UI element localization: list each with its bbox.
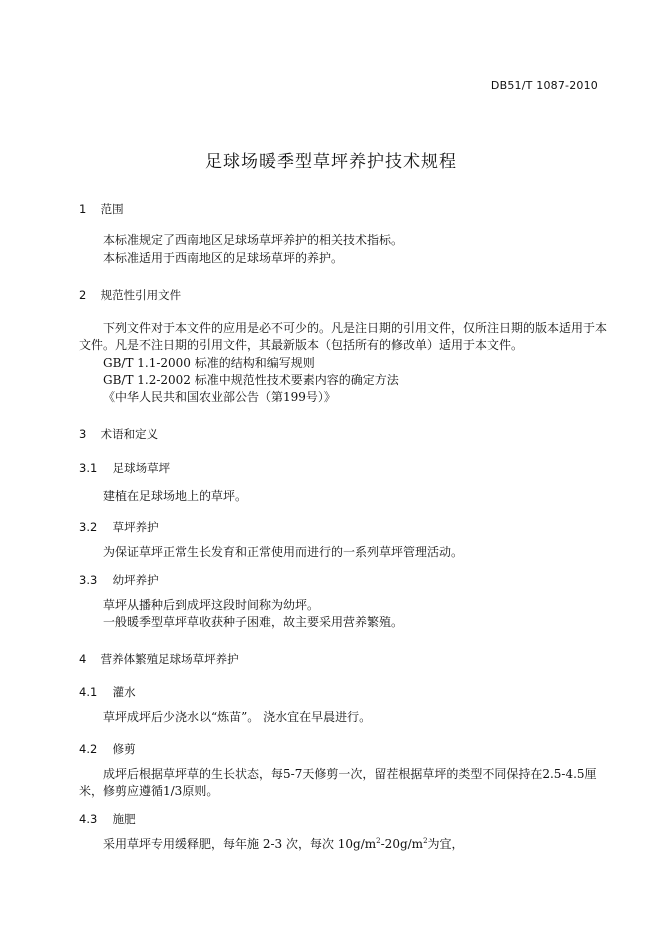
subsection-3-1-heading [79,460,170,476]
reference-item: GB/T 1.1-2000 标准的结构和编写规则 [103,356,315,370]
paragraph: 一般暖季型草坪草收获种子困难，故主要采用营养繁殖。 [103,615,404,629]
paragraph: 草坪从播种后到成坪这段时间称为幼坪。 [103,598,320,612]
subsection-3-2-heading [79,519,159,535]
subsection-4-1-heading [79,684,136,700]
section-title: 术语和定义 [100,427,159,441]
paragraph: 为保证草坪正常生长发育和正常使用而进行的一系列草坪管理活动。 [103,545,464,559]
section-number: 4 [79,652,87,666]
paragraph [103,836,464,853]
document-title: 足球场暖季型草坪养护技术规程 [205,152,457,172]
subsection-3-3-heading [79,572,159,588]
subsection-number: 3.3 [79,573,98,587]
paragraph: 下列文件对于本文件的应用是必不可少的。凡是注日期的引用文件，仅所注日期的版本适用于本文件。凡是不注日期的引用文件，其最新版本（包括所有的修改单）适用于本文件。 [79,321,608,352]
section-4-heading [79,651,239,667]
subsection-title: 足球场草坪 [112,461,171,475]
section-title: 规范性引用文件 [100,288,182,302]
text-run: 为宜， [427,837,464,851]
document-number: DB51/T 1087-2010 [490,79,598,92]
paragraph: 成坪后根据草坪草的生长状态，每5-7天修剪一次，留茬根据草坪的类型不同保持在2.5-4.5厘米，修剪应遵循1/3原则。 [79,767,597,798]
text-run: 采用草坪专用缓释肥，每年施 2-3 次，每次 10g/m [103,837,377,851]
reference-item: GB/T 1.2-2002 标准中规范性技术要素内容的确定方法 [103,373,399,387]
section-title: 范围 [100,202,124,216]
subsection-number: 4.2 [79,742,98,756]
paragraph: 建植在足球场地上的草坪。 [103,489,248,503]
subsection-title: 灌水 [112,685,136,699]
subsection-title: 施肥 [112,812,136,826]
section-2-heading [79,287,181,303]
section-number: 1 [79,202,87,216]
subsection-number: 3.2 [79,520,98,534]
subsection-title: 修剪 [112,742,136,756]
paragraph: 草坪成坪后少浇水以“炼苗”。 浇水宜在早晨进行。 [103,710,372,724]
section-number: 3 [79,427,87,441]
subsection-4-3-heading [79,811,136,827]
superscript: 2 [423,837,428,845]
section-3-heading [79,426,158,442]
subsection-number: 4.3 [79,812,98,826]
superscript: 2 [376,837,381,845]
section-number: 2 [79,288,87,302]
subsection-number: 4.1 [79,685,98,699]
text-run: -20g/m [380,837,424,851]
reference-item: 《中华人民共和国农业部公告（第199号）》 [103,390,336,404]
section-1-heading [79,201,124,217]
subsection-title: 草坪养护 [112,520,159,534]
subsection-4-2-heading [79,741,136,757]
paragraph: 本标准适用于西南地区的足球场草坪的养护。 [103,251,344,265]
subsection-number: 3.1 [79,461,98,475]
subsection-title: 幼坪养护 [112,573,159,587]
section-title: 营养体繁殖足球场草坪养护 [100,652,239,666]
paragraph: 本标准规定了西南地区足球场草坪养护的相关技术指标。 [103,233,404,247]
